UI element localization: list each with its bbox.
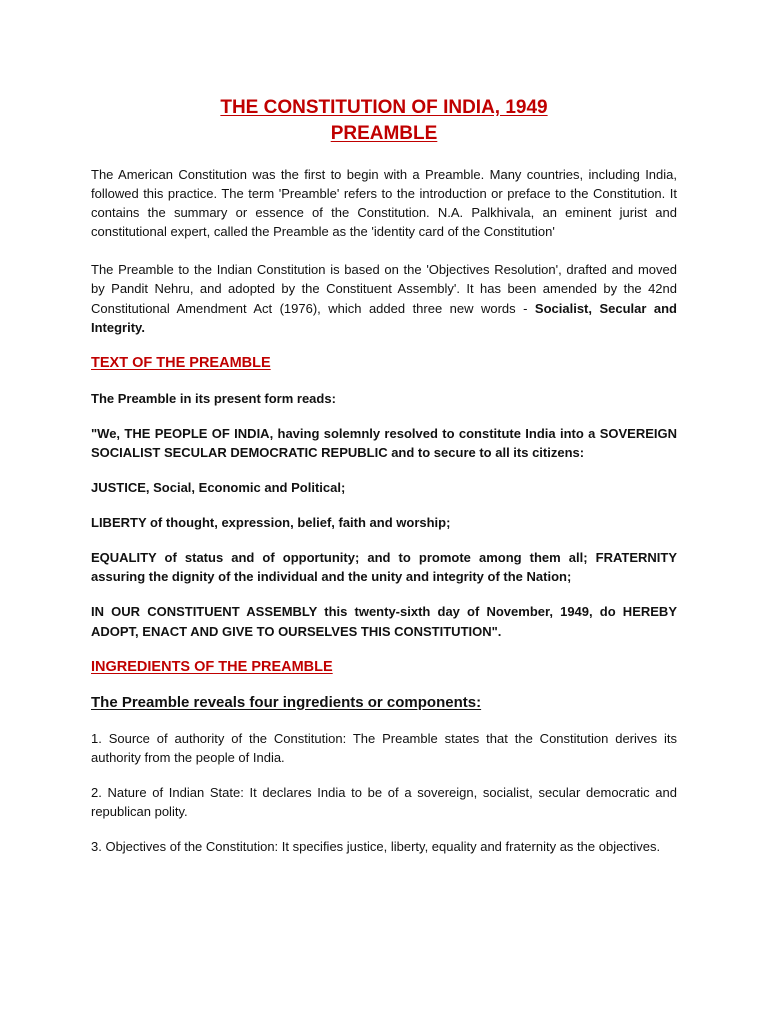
preamble-lead: The Preamble in its present form reads: xyxy=(91,390,336,406)
ingredient-item-3: 3. Objectives of the Constitution: It specifies justice, liberty, equality and fraternity as the objectives. xyxy=(91,838,661,854)
intro-paragraph-1: The American Constitution was the first to begin with a Preamble. Many countries, including India, followed this practice. The term 'Preamble' refers to the introduction or preface to the Constitution. It contains the summary or essence of the Constitution. N.A. Palkhivala, an eminent jurist and constitutional expert, called the Preamble as the 'identity card of the Constitution' xyxy=(91,167,677,240)
section-heading-text: TEXT OF THE PREAMBLE xyxy=(91,354,271,371)
section-heading-ingredients: INGREDIENTS OF THE PREAMBLE xyxy=(91,658,333,675)
ingredient-item-2: 2. Nature of Indian State: It declares India to be of a sovereign, socialist, secular democratic and republican polity. xyxy=(91,784,677,819)
preamble-quote-1: "We, THE PEOPLE OF INDIA, having solemnly resolved to constitute India into a SOVEREIGN SOCIALIST SECULAR DEMOCRATIC REPUBLIC and to secure to all its citizens: xyxy=(91,425,677,460)
ingredients-subheading: The Preamble reveals four ingredients or components: xyxy=(91,693,482,711)
preamble-quote-2: JUSTICE, Social, Economic and Political; xyxy=(91,480,346,496)
preamble-quote-5: IN OUR CONSTITUENT ASSEMBLY this twenty-sixth day of November, 1949, do HEREBY ADOPT, ENACT AND GIVE TO OURSELVES THIS CONSTITUTION". xyxy=(91,604,677,639)
ingredient-item-1: 1. Source of authority of the Constitution: The Preamble states that the Constitution derives its authority from the people of India. xyxy=(91,730,677,765)
preamble-quote-4: EQUALITY of status and of opportunity; and to promote among them all; FRATERNITY assuring the dignity of the individual and the unity and integrity of the Nation; xyxy=(91,550,677,585)
document-title: THE CONSTITUTION OF INDIA, 1949 xyxy=(220,97,548,118)
document-subtitle: PREAMBLE xyxy=(330,123,438,144)
intro-paragraph-2 xyxy=(91,260,677,336)
preamble-quote-3: LIBERTY of thought, expression, belief, faith and worship; xyxy=(91,515,451,531)
intro-paragraph-2-text: The Preamble to the Indian Constitution is based on the 'Objectives Resolution', drafted and moved by Pandit Nehru, and adopted by the Constituent Assembly'. It has been amended by the 42nd Constitutional Amendment Act (1976), which added three new words - xyxy=(91,262,677,316)
intro-paragraph-2-bold: Socialist, Secular and Integrity. xyxy=(91,300,677,335)
